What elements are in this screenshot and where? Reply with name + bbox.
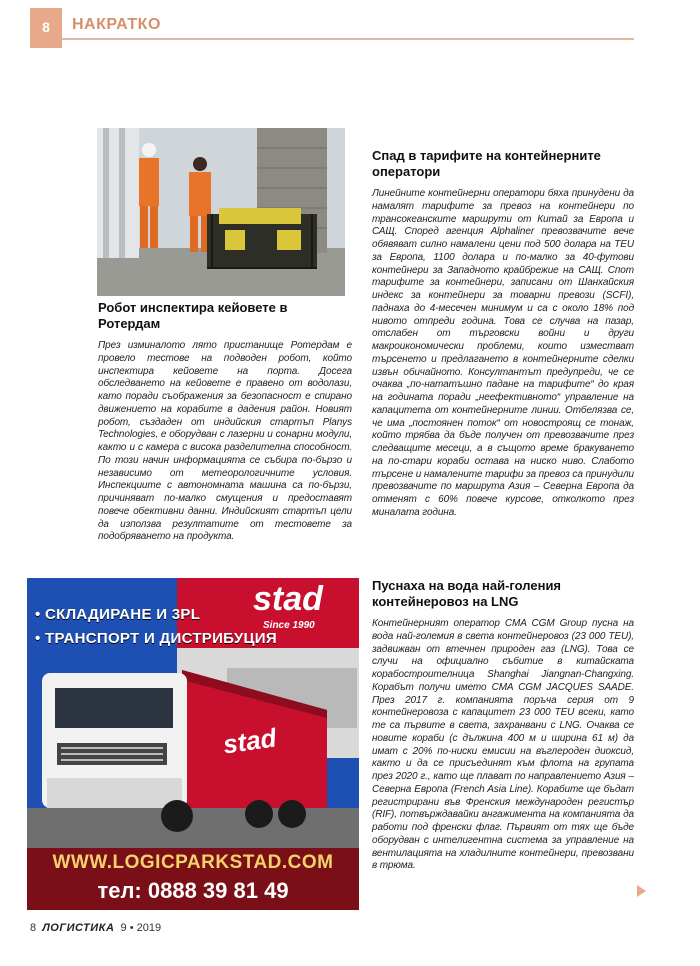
advertisement bbox=[27, 578, 359, 910]
footer bbox=[30, 922, 161, 934]
article-title: Робот инспектира кейовете в Ротердам bbox=[98, 300, 288, 331]
article-body: Контейнерният оператор CMA CGM Group пусна на вода най-големия в света контейнеровоз (23 000 TEU), задвижван от втечнен природен газ (LNG). Това се случи на официално събитие в китайската корабостроителница Shanghai Jiangnan-Changxing. Корабът получи името CMA CGM JACQUES SAADE. През 2017 г. компанията поръча серия от 9 контейнеровоза с капацитет 23 000 TEU всеки, като те са първите в света, захранвани с LNG. Очаква се новите кораби (с дължина 400 м и ширина 61 м) да имат с 20% по-ниски емисии на въглероден диоксид, както и да се присъединят към флота на групата през 2020 г., като ще плават по направлението Азия – Северна Европа (French Asia Line). Корабите ще бъдат регистрирани във Френския международен регистър (RIF), потвърждавайки ангажимента на компанията да работи под френски флаг. Първият от тях ще бъде оборудван с интелигентна система за управление на вентилацията на хладилните контейнери, превозвани в трюма. bbox=[372, 618, 634, 872]
ad-brand-logo: stad bbox=[253, 580, 323, 618]
page-number-box bbox=[30, 8, 62, 48]
ad-trailer-logo: stad bbox=[221, 722, 279, 760]
ad-line-transport: • ТРАНСПОРТ И ДИСТРИБУЦИЯ bbox=[35, 630, 277, 647]
next-page-arrow-icon bbox=[637, 885, 646, 897]
footer-magazine: ЛОГИСТИКА bbox=[42, 922, 115, 934]
ad-line-storage: • СКЛАДИРАНЕ И 3PL bbox=[35, 606, 201, 623]
article-title: Пуснаха на вода най-голения контейнеровоз на LNG bbox=[372, 578, 562, 609]
ad-website: WWW.LOGICPARKSTAD.COM bbox=[52, 852, 334, 873]
ad-phone: тел: 0888 39 81 49 bbox=[97, 878, 289, 903]
article-tariffs bbox=[372, 148, 634, 520]
article-body: Линейните контейнерни оператори бяха принудени да намалят тарифите за превоз на контейнери по трансокеанските маршрути от Китай за Европа и САЩ. Според агенция Alphaliner превозвачите вече обявяват силно намалени цени под 500 долара на TEU за Европа, 1100 долара и по-малко за 40-футови контейнери за Западното крайбрежие на САЩ. Спот тарифите за контейнери, записани от Шанхайския индекс за контейнери за товарни превози (SCFI), паднаха до 4-месечен минимум и са с около 18% под нивото отпреди година. Това се случва на пазар, отслабен от търговски войни и други макроикономически проблеми, които изместват търсенето и предлагането в контейнерните сделки извън обичайното. Консултантът предупреди, че се очаква „по-нататъшно падане на тарифите“ до края на годината поради „неефективното“ управление на капацитета от контейнерните линии. Отбелязва се, че има „постоянен поток“ от новостроящ се тонаж, който трябва да бъде получен от превозвачите през следващите месеци, а в същото време бракуването на по-стари кораби остава на ниско ниво. Слабото търсене и намалените тарифи за превоз са принудили превозвачите по маршрута Азия – Северна Европа да отменят с 60% повече курсове, отколкото през миналата година. bbox=[372, 188, 634, 518]
footer-page-number: 8 bbox=[30, 922, 37, 934]
ad-brand-since: Since 1990 bbox=[263, 620, 315, 631]
article-title: Спад в тарифите на контейнерните оператори bbox=[372, 148, 601, 179]
page-number: 8 bbox=[42, 19, 50, 35]
header-rule bbox=[62, 38, 634, 40]
article-robot bbox=[98, 300, 352, 544]
article-lng-ship bbox=[372, 578, 634, 873]
section-title: НАКРАТКО bbox=[72, 16, 161, 33]
robot-photo bbox=[97, 128, 345, 296]
footer-issue: 9 • 2019 bbox=[120, 922, 162, 934]
article-body: През изминалото лято пристанище Ротердам е провело тестове на подводен робот, който инспектира кейовете на порта. Досега обследването на кейовете е правено от водолази, като поради съображения за безопасност е спирано движението на корабите в дадения район. Новият робот, създаден от индийския стартъп Planys Technologies, е оборудван с лазерни и сонарни модули, както и с камера с висока разделителна способност. По този начин информацията се събира по-бързо и независимо от метеорологичните условия. Инспекциите с автономната машина са по-бързи, причиняват по-малко смущения и предоставят повече обективни данни. Индийският стартъп цели да използва резултатите от тестовете за подобряването на продукта. bbox=[98, 340, 352, 543]
